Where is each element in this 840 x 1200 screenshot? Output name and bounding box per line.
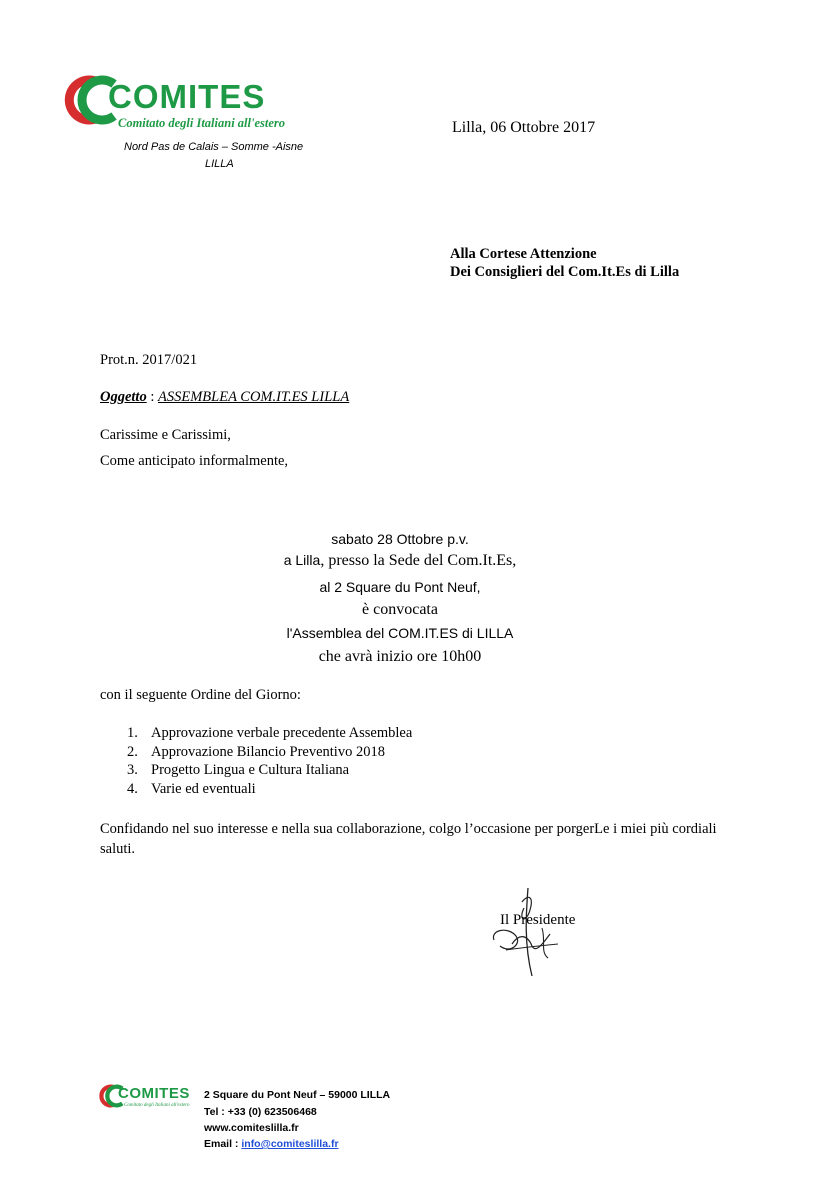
agenda-item-number: 1. xyxy=(127,725,138,741)
convocation-place xyxy=(180,552,620,570)
addressee-line-2: Dei Consiglieri del Com.It.Es di Lilla xyxy=(450,264,680,280)
footer-logo-wordmark: COMITES xyxy=(118,1085,190,1102)
agenda-item xyxy=(127,780,412,799)
greeting: Carissime e Carissimi, xyxy=(100,427,231,443)
convocation-assembly: l'Assemblea del COM.IT.ES di LILLA xyxy=(286,625,514,641)
agenda-item-text: Approvazione verbale precedente Assemblea xyxy=(151,725,413,741)
protocol-number: Prot.n. 2017/021 xyxy=(100,352,198,368)
agenda-item-text: Approvazione Bilancio Preventivo 2018 xyxy=(151,743,385,760)
agenda-intro: con il seguente Ordine del Giorno: xyxy=(100,687,301,703)
convocation-place-city: a Lilla xyxy=(283,552,321,568)
convocation-place-rest: , presso la Sede del Com.It.Es, xyxy=(320,552,517,569)
agenda-item-number: 2. xyxy=(127,743,138,760)
subject-value: ASSEMBLEA COM.IT.ES LILLA xyxy=(158,389,350,405)
logo-wordmark: COMITES xyxy=(108,78,266,115)
footer-address: 2 Square du Pont Neuf – 59000 LILLA xyxy=(204,1089,391,1101)
closing-paragraph: Confidando nel suo interesse e nella sua collaborazione, colgo l’occasione per porgerLe i miei più cordiali saluti. xyxy=(100,821,717,857)
convocation-date: sabato 28 Ottobre p.v. xyxy=(331,531,469,547)
agenda-list xyxy=(127,724,412,798)
agenda-item xyxy=(127,724,412,743)
footer-email-link[interactable]: info@comiteslilla.fr xyxy=(241,1138,339,1150)
subject-line xyxy=(100,389,349,406)
agenda-item-number: 4. xyxy=(127,780,138,797)
agenda-item xyxy=(127,743,412,762)
footer-tel: Tel : +33 (0) 623506468 xyxy=(204,1106,317,1118)
footer-email xyxy=(204,1138,339,1150)
footer-email-label: Email : xyxy=(204,1138,242,1150)
convocation-verb: è convocata xyxy=(362,601,438,618)
logo-region: Nord Pas de Calais – Somme -Aisne xyxy=(124,141,304,153)
agenda-item-text: Progetto Lingua e Cultura Italiana xyxy=(151,762,350,778)
convocation-address: al 2 Square du Pont Neuf, xyxy=(319,579,481,595)
signature-icon xyxy=(488,884,578,979)
agenda-item-text: Varie ed eventuali xyxy=(151,780,256,797)
subject-separator: : xyxy=(146,389,158,405)
agenda-item xyxy=(127,761,412,780)
convocation-time: che avrà inizio ore 10h00 xyxy=(318,648,482,665)
logo-city: LILLA xyxy=(205,158,234,170)
agenda-item-number: 3. xyxy=(127,762,138,778)
logo-tagline: Comitato degli Italiani all'estero xyxy=(118,116,286,130)
subject-label: Oggetto xyxy=(100,389,147,405)
letter-date: Lilla, 06 Ottobre 2017 xyxy=(452,119,596,136)
addressee-line-1: Alla Cortese Attenzione xyxy=(450,246,597,262)
footer-logo-tagline: Comitato degli Italiani all'estero xyxy=(124,1103,190,1108)
intro-text: Come anticipato informalmente, xyxy=(100,453,289,469)
footer-website[interactable]: www.comiteslilla.fr xyxy=(204,1122,299,1134)
signatory-title: Il Presidente xyxy=(500,912,576,928)
